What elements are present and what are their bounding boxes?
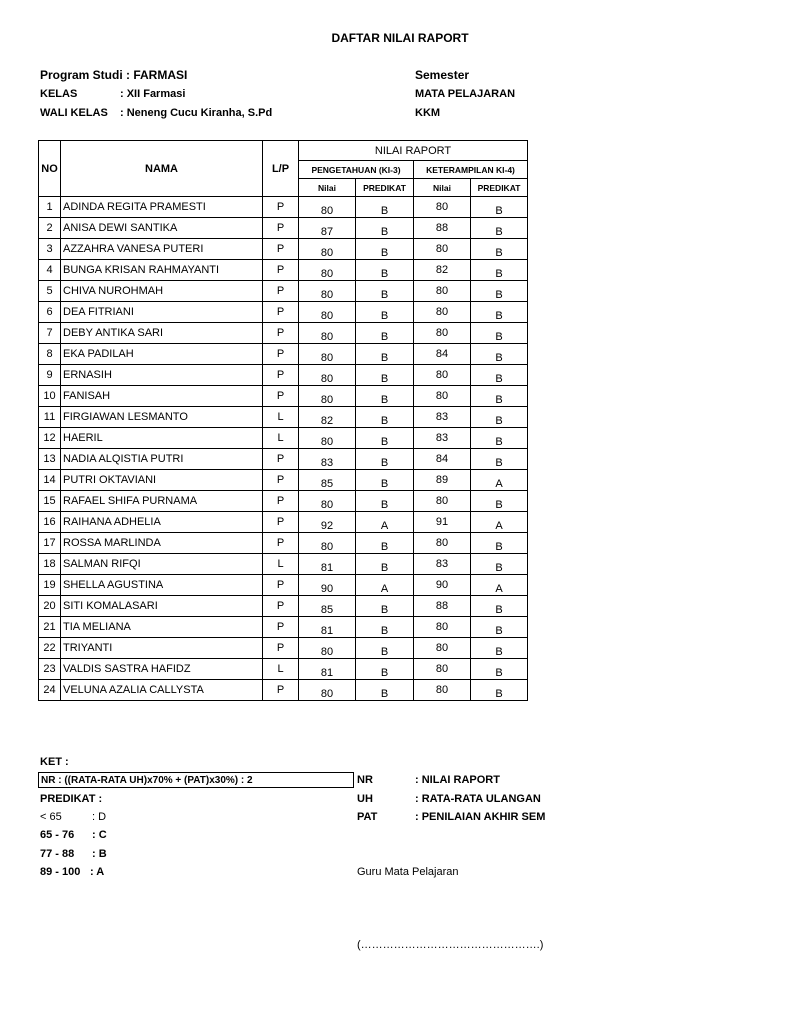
- row-ki3-predikat: B: [356, 617, 414, 638]
- row-ki3-nilai: 80: [299, 638, 356, 659]
- row-ki4-nilai: 80: [414, 323, 471, 344]
- row-lp: P: [263, 281, 299, 302]
- row-lp: P: [263, 260, 299, 281]
- row-ki4-predikat: B: [471, 281, 528, 302]
- row-lp: P: [263, 491, 299, 512]
- row-ki3-predikat: B: [356, 596, 414, 617]
- row-ki4-predikat: B: [471, 407, 528, 428]
- row-lp: P: [263, 386, 299, 407]
- col-ki4-predikat: PREDIKAT: [471, 179, 528, 197]
- row-nama: SITI KOMALASARI: [61, 596, 263, 617]
- row-nama: CHIVA NUROHMAH: [61, 281, 263, 302]
- abbr-uh-key: UH: [357, 793, 373, 805]
- nr-formula: NR : ((RATA-RATA UH)x70% + (PAT)x30%) : 2: [38, 772, 354, 788]
- row-ki4-nilai: 80: [414, 533, 471, 554]
- table-row: [39, 344, 528, 365]
- row-ki4-predikat: B: [471, 491, 528, 512]
- row-lp: L: [263, 659, 299, 680]
- row-ki3-predikat: B: [356, 218, 414, 239]
- row-ki3-nilai: 80: [299, 386, 356, 407]
- row-ki4-nilai: 80: [414, 386, 471, 407]
- row-no: 4: [39, 260, 61, 281]
- table-row: [39, 638, 528, 659]
- row-ki3-nilai: 92: [299, 512, 356, 533]
- row-nama: HAERIL: [61, 428, 263, 449]
- range-89-100: 89 - 100: [40, 866, 81, 878]
- row-ki4-nilai: 83: [414, 428, 471, 449]
- page-title: DAFTAR NILAI RAPORT: [331, 31, 469, 45]
- row-ki3-predikat: B: [356, 281, 414, 302]
- guru-label: Guru Mata Pelajaran: [357, 866, 459, 878]
- col-ki4-nilai: Nilai: [414, 179, 471, 197]
- row-lp: P: [263, 197, 299, 218]
- row-ki3-predikat: B: [356, 302, 414, 323]
- row-nama: DEBY ANTIKA SARI: [61, 323, 263, 344]
- row-nama: RAIHANA ADHELIA: [61, 512, 263, 533]
- row-ki3-nilai: 85: [299, 470, 356, 491]
- row-ki3-nilai: 80: [299, 323, 356, 344]
- row-ki4-predikat: A: [471, 512, 528, 533]
- wali-value: : Neneng Cucu Kiranha, S.Pd: [120, 107, 273, 119]
- row-ki3-predikat: B: [356, 239, 414, 260]
- row-no: 17: [39, 533, 61, 554]
- row-ki4-nilai: 88: [414, 218, 471, 239]
- row-lp: L: [263, 428, 299, 449]
- row-ki4-predikat: B: [471, 344, 528, 365]
- row-ki3-predikat: B: [356, 680, 414, 701]
- table-row: [39, 428, 528, 449]
- abbr-uh-value: : RATA-RATA ULANGAN: [415, 793, 541, 805]
- row-nama: SALMAN RIFQI: [61, 554, 263, 575]
- row-ki4-nilai: 82: [414, 260, 471, 281]
- row-ki3-predikat: B: [356, 638, 414, 659]
- row-ki3-predikat: B: [356, 386, 414, 407]
- row-nama: TRIYANTI: [61, 638, 263, 659]
- row-ki3-nilai: 81: [299, 617, 356, 638]
- row-no: 18: [39, 554, 61, 575]
- row-lp: P: [263, 449, 299, 470]
- row-lp: P: [263, 596, 299, 617]
- row-nama: PUTRI OKTAVIANI: [61, 470, 263, 491]
- table-row: [39, 491, 528, 512]
- table-row: [39, 659, 528, 680]
- row-ki3-nilai: 80: [299, 344, 356, 365]
- table-row: [39, 260, 528, 281]
- row-ki3-predikat: B: [356, 491, 414, 512]
- row-nama: ANISA DEWI SANTIKA: [61, 218, 263, 239]
- row-lp: P: [263, 218, 299, 239]
- row-ki3-predikat: A: [356, 575, 414, 596]
- row-ki3-nilai: 80: [299, 239, 356, 260]
- row-nama: EKA PADILAH: [61, 344, 263, 365]
- row-ki3-predikat: B: [356, 260, 414, 281]
- row-ki3-predikat: B: [356, 470, 414, 491]
- row-ki3-predikat: B: [356, 407, 414, 428]
- row-ki4-predikat: B: [471, 638, 528, 659]
- row-no: 12: [39, 428, 61, 449]
- col-ki3-nilai: Nilai: [299, 179, 356, 197]
- range-77-88: 77 - 88: [40, 848, 75, 860]
- row-lp: L: [263, 407, 299, 428]
- table-row: [39, 302, 528, 323]
- row-lp: P: [263, 239, 299, 260]
- row-ki3-nilai: 80: [299, 302, 356, 323]
- row-no: 6: [39, 302, 61, 323]
- row-no: 13: [39, 449, 61, 470]
- row-ki4-nilai: 84: [414, 449, 471, 470]
- semester-label: Semester: [415, 68, 470, 82]
- row-nama: BUNGA KRISAN RAHMAYANTI: [61, 260, 263, 281]
- kelas-label: KELAS: [40, 88, 78, 100]
- row-ki4-predikat: B: [471, 449, 528, 470]
- row-no: 19: [39, 575, 61, 596]
- row-ki3-nilai: 80: [299, 680, 356, 701]
- row-no: 7: [39, 323, 61, 344]
- table-row: [39, 575, 528, 596]
- col-no: NO: [39, 141, 61, 197]
- row-no: 15: [39, 491, 61, 512]
- row-ki3-predikat: B: [356, 533, 414, 554]
- row-ki3-nilai: 85: [299, 596, 356, 617]
- col-ki4: KETERAMPILAN KI-4): [414, 161, 528, 179]
- col-group-nilai-raport: NILAI RAPORT: [299, 141, 528, 161]
- row-ki4-predikat: B: [471, 533, 528, 554]
- row-nama: RAFAEL SHIFA PURNAMA: [61, 491, 263, 512]
- row-ki3-nilai: 87: [299, 218, 356, 239]
- grade-c: : C: [92, 829, 107, 841]
- row-ki3-nilai: 90: [299, 575, 356, 596]
- row-ki3-nilai: 80: [299, 428, 356, 449]
- signature-line: (………………………………………….): [357, 939, 544, 951]
- row-no: 14: [39, 470, 61, 491]
- table-body: [39, 197, 528, 701]
- row-ki4-nilai: 89: [414, 470, 471, 491]
- row-lp: P: [263, 470, 299, 491]
- row-ki3-nilai: 80: [299, 533, 356, 554]
- row-nama: AZZAHRA VANESA PUTERI: [61, 239, 263, 260]
- abbr-nr-value: : NILAI RAPORT: [415, 774, 500, 786]
- grades-table: [38, 140, 528, 701]
- row-ki4-nilai: 88: [414, 596, 471, 617]
- row-ki4-predikat: B: [471, 323, 528, 344]
- row-no: 16: [39, 512, 61, 533]
- program-label: Program Studi : FARMASI: [40, 68, 188, 82]
- row-lp: P: [263, 302, 299, 323]
- row-ki4-predikat: B: [471, 659, 528, 680]
- wali-label: WALI KELAS: [40, 107, 108, 119]
- row-lp: L: [263, 554, 299, 575]
- row-ki4-nilai: 83: [414, 407, 471, 428]
- row-no: 22: [39, 638, 61, 659]
- row-ki4-predikat: A: [471, 575, 528, 596]
- row-ki3-nilai: 80: [299, 365, 356, 386]
- row-nama: TIA MELIANA: [61, 617, 263, 638]
- row-lp: P: [263, 323, 299, 344]
- row-ki3-nilai: 82: [299, 407, 356, 428]
- table-row: [39, 617, 528, 638]
- row-ki4-nilai: 80: [414, 281, 471, 302]
- row-ki4-predikat: B: [471, 197, 528, 218]
- table-row: [39, 512, 528, 533]
- row-ki3-predikat: B: [356, 659, 414, 680]
- mapel-label: MATA PELAJARAN: [415, 88, 516, 100]
- row-lp: P: [263, 533, 299, 554]
- row-ki4-nilai: 80: [414, 659, 471, 680]
- range-lt65: < 65: [40, 811, 62, 823]
- row-ki3-nilai: 80: [299, 260, 356, 281]
- abbr-nr-key: NR: [357, 774, 373, 786]
- row-ki4-nilai: 80: [414, 638, 471, 659]
- col-lp: L/P: [263, 141, 299, 197]
- col-nama: NAMA: [61, 141, 263, 197]
- row-nama: FIRGIAWAN LESMANTO: [61, 407, 263, 428]
- kelas-value: : XII Farmasi: [120, 88, 186, 100]
- row-ki3-nilai: 81: [299, 659, 356, 680]
- table-row: [39, 554, 528, 575]
- table-row: [39, 281, 528, 302]
- row-ki3-nilai: 80: [299, 281, 356, 302]
- row-ki3-nilai: 83: [299, 449, 356, 470]
- row-ki3-nilai: 81: [299, 554, 356, 575]
- row-ki3-predikat: B: [356, 197, 414, 218]
- row-no: 11: [39, 407, 61, 428]
- abbr-pat-key: PAT: [357, 811, 378, 823]
- row-lp: P: [263, 512, 299, 533]
- row-no: 1: [39, 197, 61, 218]
- kkm-label: KKM: [415, 107, 441, 119]
- row-nama: ADINDA REGITA PRAMESTI: [61, 197, 263, 218]
- col-ki3-predikat: PREDIKAT: [356, 179, 414, 197]
- row-ki4-predikat: B: [471, 428, 528, 449]
- row-lp: P: [263, 365, 299, 386]
- grade-b: : B: [92, 848, 107, 860]
- predikat-label: PREDIKAT :: [40, 793, 103, 805]
- row-ki4-predikat: A: [471, 470, 528, 491]
- row-ki4-predikat: B: [471, 218, 528, 239]
- col-ki3: PENGETAHUAN (KI-3): [299, 161, 414, 179]
- abbr-pat-value: : PENILAIAN AKHIR SEM: [415, 811, 546, 823]
- row-lp: P: [263, 638, 299, 659]
- row-ki4-predikat: B: [471, 239, 528, 260]
- table-row: [39, 218, 528, 239]
- row-ki3-predikat: B: [356, 449, 414, 470]
- table-row: [39, 449, 528, 470]
- row-ki3-predikat: B: [356, 554, 414, 575]
- row-ki3-predikat: B: [356, 323, 414, 344]
- table-row: [39, 323, 528, 344]
- table-row: [39, 680, 528, 701]
- row-ki4-predikat: B: [471, 386, 528, 407]
- row-ki4-nilai: 80: [414, 302, 471, 323]
- table-row: [39, 407, 528, 428]
- row-no: 24: [39, 680, 61, 701]
- row-ki4-nilai: 80: [414, 239, 471, 260]
- table-row: [39, 533, 528, 554]
- table-row: [39, 239, 528, 260]
- range-65-76: 65 - 76: [40, 829, 75, 841]
- table-row: [39, 596, 528, 617]
- row-ki4-nilai: 83: [414, 554, 471, 575]
- row-ki4-nilai: 80: [414, 617, 471, 638]
- row-no: 23: [39, 659, 61, 680]
- row-no: 8: [39, 344, 61, 365]
- row-lp: P: [263, 617, 299, 638]
- row-ki4-nilai: 80: [414, 365, 471, 386]
- row-nama: VALDIS SASTRA HAFIDZ: [61, 659, 263, 680]
- row-no: 2: [39, 218, 61, 239]
- table-row: [39, 470, 528, 491]
- table-row: [39, 197, 528, 218]
- row-no: 10: [39, 386, 61, 407]
- row-ki4-nilai: 80: [414, 197, 471, 218]
- row-ki3-predikat: A: [356, 512, 414, 533]
- row-nama: ERNASIH: [61, 365, 263, 386]
- table-row: [39, 386, 528, 407]
- row-ki3-predikat: B: [356, 344, 414, 365]
- row-no: 9: [39, 365, 61, 386]
- row-nama: VELUNA AZALIA CALLYSTA: [61, 680, 263, 701]
- row-lp: P: [263, 680, 299, 701]
- row-ki3-predikat: B: [356, 365, 414, 386]
- row-ki4-nilai: 84: [414, 344, 471, 365]
- row-no: 20: [39, 596, 61, 617]
- row-ki4-nilai: 80: [414, 491, 471, 512]
- row-ki4-predikat: B: [471, 260, 528, 281]
- ket-label: KET :: [40, 756, 69, 768]
- grade-a: : A: [90, 866, 105, 878]
- row-ki4-predikat: B: [471, 596, 528, 617]
- row-nama: ROSSA MARLINDA: [61, 533, 263, 554]
- row-nama: NADIA ALQISTIA PUTRI: [61, 449, 263, 470]
- row-ki4-nilai: 91: [414, 512, 471, 533]
- row-ki4-predikat: B: [471, 365, 528, 386]
- row-nama: FANISAH: [61, 386, 263, 407]
- grade-d: : D: [92, 811, 107, 823]
- row-ki4-predikat: B: [471, 302, 528, 323]
- row-no: 3: [39, 239, 61, 260]
- row-ki4-predikat: B: [471, 680, 528, 701]
- row-no: 21: [39, 617, 61, 638]
- row-nama: DEA FITRIANI: [61, 302, 263, 323]
- row-nama: SHELLA AGUSTINA: [61, 575, 263, 596]
- row-ki4-nilai: 90: [414, 575, 471, 596]
- row-lp: P: [263, 575, 299, 596]
- row-ki4-predikat: B: [471, 617, 528, 638]
- row-ki4-predikat: B: [471, 554, 528, 575]
- row-lp: P: [263, 344, 299, 365]
- row-ki3-nilai: 80: [299, 197, 356, 218]
- row-no: 5: [39, 281, 61, 302]
- table-row: [39, 365, 528, 386]
- row-ki4-nilai: 80: [414, 680, 471, 701]
- row-ki3-predikat: B: [356, 428, 414, 449]
- row-ki3-nilai: 80: [299, 491, 356, 512]
